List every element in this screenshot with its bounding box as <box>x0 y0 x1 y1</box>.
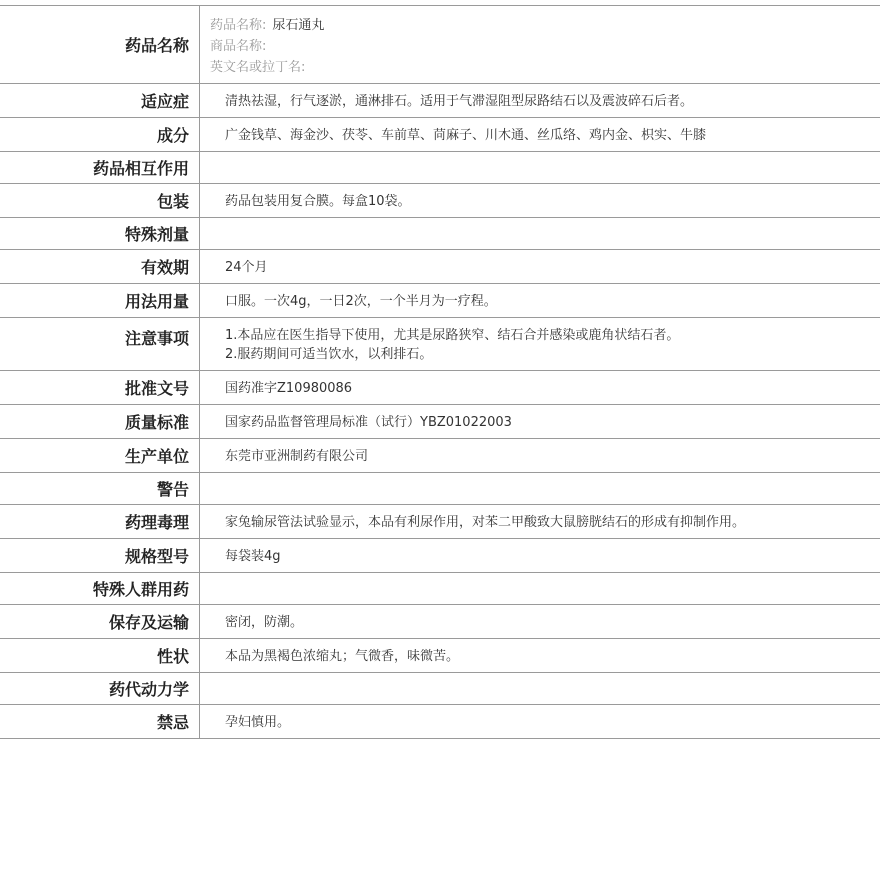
drug-name-values <box>200 6 880 83</box>
row-label: 特殊剂量 <box>0 218 200 249</box>
row-value-line: 2.服药期间可适当饮水，以利排石。 <box>225 347 433 362</box>
row-value-line: 药品包装用复合膜。每盒10袋。 <box>225 194 411 209</box>
generic-name-line <box>210 15 870 36</box>
row-label: 规格型号 <box>0 539 200 572</box>
row-value <box>200 639 880 672</box>
row-label: 特殊人群用药 <box>0 573 200 604</box>
row-value-line: 国药准字Z10980086 <box>225 381 353 396</box>
row-label: 警告 <box>0 473 200 504</box>
row-value-line: 密闭，防潮。 <box>225 615 304 630</box>
table-row <box>0 639 880 673</box>
row-value <box>200 473 880 504</box>
row-value <box>200 605 880 638</box>
row-label: 质量标准 <box>0 405 200 438</box>
table-row <box>0 284 880 318</box>
generic-name-key: 药品名称: <box>210 18 267 33</box>
row-value-line: 口服。一次4g，一日2次，一个半月为一疗程。 <box>225 294 497 309</box>
row-value-line: 家兔输尿管法试验显示，本品有利尿作用，对苯二甲酸致大鼠膀胱结石的形成有抑制作用。 <box>225 515 746 530</box>
generic-name-value: 尿石通丸 <box>272 18 325 33</box>
row-label: 适应症 <box>0 84 200 117</box>
table-row <box>0 318 880 371</box>
drug-name-label: 药品名称 <box>0 6 200 83</box>
row-label: 药品相互作用 <box>0 152 200 183</box>
table-row <box>0 152 880 184</box>
row-value <box>200 405 880 438</box>
row-value <box>200 673 880 704</box>
row-value <box>200 184 880 217</box>
row-label: 批准文号 <box>0 371 200 404</box>
drug-name-row <box>0 6 880 84</box>
row-label: 禁忌 <box>0 705 200 738</box>
table-row <box>0 539 880 573</box>
table-row <box>0 573 880 605</box>
table-row <box>0 405 880 439</box>
row-value <box>200 250 880 283</box>
row-value-line: 每袋装4g <box>225 549 281 564</box>
table-row <box>0 473 880 505</box>
row-value <box>200 284 880 317</box>
table-row <box>0 84 880 118</box>
table-row <box>0 705 880 739</box>
table-row <box>0 505 880 539</box>
row-value <box>200 539 880 572</box>
row-label: 成分 <box>0 118 200 151</box>
table-row <box>0 371 880 405</box>
drug-info-table <box>0 5 880 739</box>
row-value-line: 东莞市亚洲制药有限公司 <box>225 449 369 464</box>
row-label: 药代动力学 <box>0 673 200 704</box>
latin-name-key: 英文名或拉丁名: <box>210 60 306 75</box>
row-value-line: 本品为黑褐色浓缩丸；气微香，味微苦。 <box>225 649 460 664</box>
row-value-line: 孕妇慎用。 <box>225 715 291 730</box>
table-row <box>0 439 880 473</box>
row-value <box>200 218 880 249</box>
table-row <box>0 118 880 152</box>
row-value-line: 国家药品监督管理局标准（试行）YBZ01022003 <box>225 415 512 430</box>
row-value-line: 24个月 <box>225 260 268 275</box>
row-label: 注意事项 <box>0 318 200 370</box>
row-label: 有效期 <box>0 250 200 283</box>
row-label: 包装 <box>0 184 200 217</box>
row-value <box>200 84 880 117</box>
row-value <box>200 118 880 151</box>
row-value <box>200 705 880 738</box>
row-value <box>200 371 880 404</box>
row-label: 药理毒理 <box>0 505 200 538</box>
row-value <box>200 439 880 472</box>
row-label: 性状 <box>0 639 200 672</box>
row-value-line: 清热祛湿，行气逐淤，通淋排石。适用于气滞湿阻型尿路结石以及震波碎石后者。 <box>225 94 694 109</box>
row-value-line: 1.本品应在医生指导下使用，尤其是尿路狭窄、结石合并感染或鹿角状结石者。 <box>225 328 680 343</box>
table-row <box>0 673 880 705</box>
table-row <box>0 218 880 250</box>
row-value <box>200 152 880 183</box>
table-row <box>0 250 880 284</box>
latin-name-line <box>210 57 870 78</box>
info-rows <box>0 84 880 739</box>
table-row <box>0 605 880 639</box>
trade-name-key: 商品名称: <box>210 39 267 54</box>
row-label: 用法用量 <box>0 284 200 317</box>
row-label: 保存及运输 <box>0 605 200 638</box>
trade-name-line <box>210 36 870 57</box>
row-value <box>200 573 880 604</box>
row-value-line: 广金钱草、海金沙、茯苓、车前草、苘麻子、川木通、丝瓜络、鸡内金、枳实、牛膝 <box>225 128 707 143</box>
table-row <box>0 184 880 218</box>
row-value <box>200 505 880 538</box>
row-label: 生产单位 <box>0 439 200 472</box>
row-value <box>200 318 880 370</box>
